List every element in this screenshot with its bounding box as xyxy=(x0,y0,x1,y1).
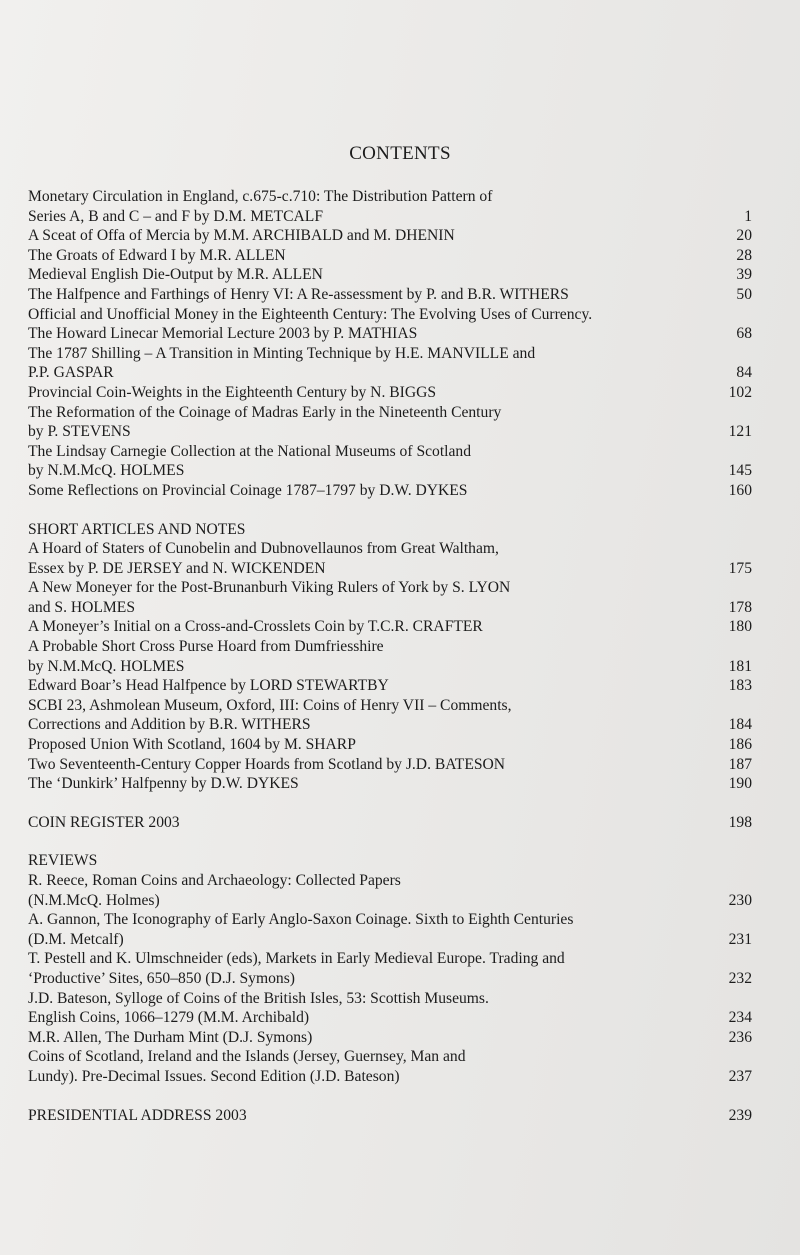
entry-page: 230 xyxy=(728,891,752,909)
entry-page: 20 xyxy=(736,227,752,245)
entry-title xyxy=(28,187,712,226)
toc-entry xyxy=(28,403,752,442)
entry-page: 187 xyxy=(728,755,752,773)
entry-line: Some Reflections on Provincial Coinage 1787–1797 by D.W. DYKES xyxy=(28,481,468,499)
entry-line: M.R. Allen, The Durham Mint (D.J. Symons) xyxy=(28,1028,313,1046)
entry-page: 39 xyxy=(736,266,752,284)
entry-title xyxy=(28,989,712,1028)
toc-entry xyxy=(28,305,752,344)
toc-entry xyxy=(28,383,752,403)
entry-page: 50 xyxy=(736,285,752,303)
toc-entry xyxy=(28,735,752,755)
entry-page: 28 xyxy=(736,246,752,264)
entry-title xyxy=(28,226,712,246)
entry-page: 84 xyxy=(736,364,752,382)
articles-list xyxy=(28,187,752,501)
entry-page: 121 xyxy=(728,423,752,441)
entry-title: PRESIDENTIAL ADDRESS 2003 xyxy=(28,1106,247,1124)
entry-line: Official and Unofficial Money in the Eighteenth Century: The Evolving Uses of Currency. xyxy=(28,305,593,323)
entry-line: Proposed Union With Scotland, 1604 by M. SHARP xyxy=(28,736,356,754)
entry-line: Medieval English Die-Output by M.R. ALLEN xyxy=(28,266,323,284)
toc-entry xyxy=(28,481,752,501)
entry-title xyxy=(28,696,712,735)
entry-title xyxy=(28,949,712,988)
toc-entry xyxy=(28,949,752,988)
toc-entry xyxy=(28,910,752,949)
toc-entry xyxy=(28,1047,752,1086)
entry-line: The Halfpence and Farthings of Henry VI: A Re-assessment by P. and B.R. WITHERS xyxy=(28,285,569,303)
entry-title xyxy=(28,344,712,383)
toc-entry xyxy=(28,285,752,305)
entry-line: The 1787 Shilling – A Transition in Minting Technique by H.E. MANVILLE and xyxy=(28,344,536,362)
entry-page: 236 xyxy=(728,1028,752,1046)
toc-entry xyxy=(28,617,752,637)
table-of-contents xyxy=(28,187,752,1125)
entry-page: 234 xyxy=(728,1009,752,1027)
entry-line: A Moneyer’s Initial on a Cross-and-Crosslets Coin by T.C.R. CRAFTER xyxy=(28,618,483,636)
entry-line: by N.M.McQ. HOLMES xyxy=(28,462,185,480)
entry-page: 186 xyxy=(728,736,752,754)
toc-entry xyxy=(28,265,752,285)
entry-line: Two Seventeenth-Century Copper Hoards from Scotland by J.D. BATESON xyxy=(28,755,506,773)
entry-title xyxy=(28,442,712,481)
entry-line: A Probable Short Cross Purse Hoard from Dumfriesshire xyxy=(28,638,384,656)
reviews-list xyxy=(28,871,752,1087)
entry-page: 231 xyxy=(728,930,752,948)
entry-page: 232 xyxy=(728,969,752,987)
entry-line: by N.M.McQ. HOLMES xyxy=(28,657,185,675)
toc-entry xyxy=(28,696,752,735)
entry-page: 237 xyxy=(728,1067,752,1085)
entry-line: Essex by P. DE JERSEY and N. WICKENDEN xyxy=(28,559,326,577)
entry-title xyxy=(28,637,712,676)
toc-entry xyxy=(28,539,752,578)
toc-entry xyxy=(28,989,752,1028)
entry-title xyxy=(28,1047,712,1086)
toc-entry xyxy=(28,344,752,383)
entry-line: Edward Boar’s Head Halfpence by LORD STEWARTBY xyxy=(28,677,389,695)
entry-page: 178 xyxy=(728,598,752,616)
entry-title xyxy=(28,305,712,344)
entry-page: 1 xyxy=(744,207,752,225)
entry-line: The Howard Linecar Memorial Lecture 2003 by P. MATHIAS xyxy=(28,325,418,343)
entry-page: 180 xyxy=(728,618,752,636)
entry-title xyxy=(28,676,712,696)
entry-line: (D.M. Metcalf) xyxy=(28,930,124,948)
entry-title xyxy=(28,403,712,442)
short-articles-heading: SHORT ARTICLES AND NOTES xyxy=(28,520,246,538)
entry-line: T. Pestell and K. Ulmschneider (eds), Markets in Early Medieval Europe. Trading and xyxy=(28,950,565,968)
entry-line: and S. HOLMES xyxy=(28,598,135,616)
entry-line: A Hoard of Staters of Cunobelin and Dubnovellaunos from Great Waltham, xyxy=(28,540,499,558)
toc-entry xyxy=(28,246,752,266)
entry-line: A. Gannon, The Iconography of Early Anglo-Saxon Coinage. Sixth to Eighth Centuries xyxy=(28,911,574,929)
entry-title xyxy=(28,481,712,501)
entry-line: J.D. Bateson, Sylloge of Coins of the British Isles, 53: Scottish Museums. xyxy=(28,989,489,1007)
entry-title xyxy=(28,755,712,775)
entry-title xyxy=(28,1028,712,1048)
entry-title xyxy=(28,871,712,910)
entry-line: The Groats of Edward I by M.R. ALLEN xyxy=(28,246,286,264)
entry-page: 190 xyxy=(728,775,752,793)
entry-title xyxy=(28,539,712,578)
entry-page: 181 xyxy=(728,657,752,675)
entry-title xyxy=(28,617,712,637)
toc-entry xyxy=(28,755,752,775)
entry-line: by P. STEVENS xyxy=(28,423,131,441)
contents-heading: CONTENTS xyxy=(349,143,451,164)
reviews-heading: REVIEWS xyxy=(28,852,98,870)
entry-line: (N.M.McQ. Holmes) xyxy=(28,891,160,909)
toc-entry xyxy=(28,1028,752,1048)
entry-title: COIN REGISTER 2003 xyxy=(28,813,180,831)
entry-line: ‘Productive’ Sites, 650–850 (D.J. Symons) xyxy=(28,969,295,987)
entry-page: 184 xyxy=(728,716,752,734)
entry-line: P.P. GASPAR xyxy=(28,364,114,382)
entry-page: 145 xyxy=(728,462,752,480)
entry-line: Coins of Scotland, Ireland and the Islands (Jersey, Guernsey, Man and xyxy=(28,1048,466,1066)
entry-page: 160 xyxy=(728,481,752,499)
entry-page: 102 xyxy=(728,383,752,401)
entry-title xyxy=(28,246,712,266)
entry-line: A Sceat of Offa of Mercia by M.M. ARCHIBALD and M. DHENIN xyxy=(28,227,455,245)
toc-entry xyxy=(28,226,752,246)
toc-entry xyxy=(28,578,752,617)
toc-entry xyxy=(28,871,752,910)
entry-title xyxy=(28,383,712,403)
toc-entry xyxy=(28,442,752,481)
entry-line: A New Moneyer for the Post-Brunanburh Viking Rulers of York by S. LYON xyxy=(28,579,511,597)
short-articles-list xyxy=(28,539,752,794)
entry-line: The Lindsay Carnegie Collection at the National Museums of Scotland xyxy=(28,442,472,460)
entry-title xyxy=(28,265,712,285)
entry-title xyxy=(28,735,712,755)
entry-line: Provincial Coin-Weights in the Eighteenth Century by N. BIGGS xyxy=(28,383,437,401)
entry-title xyxy=(28,285,712,305)
entry-line: SCBI 23, Ashmolean Museum, Oxford, III: Coins of Henry VII – Comments, xyxy=(28,696,512,714)
entry-line: English Coins, 1066–1279 (M.M. Archibald) xyxy=(28,1009,310,1027)
entry-line: R. Reece, Roman Coins and Archaeology: Collected Papers xyxy=(28,872,401,889)
entry-line: Lundy). Pre-Decimal Issues. Second Edition (J.D. Bateson) xyxy=(28,1067,400,1085)
entry-line: Series A, B and C – and F by D.M. METCALF xyxy=(28,207,323,225)
entry-line: Corrections and Addition by B.R. WITHERS xyxy=(28,716,311,734)
entry-line: Monetary Circulation in England, c.675-c.710: The Distribution Pattern of xyxy=(28,188,493,205)
entry-page: 198 xyxy=(728,813,752,831)
entry-page: 183 xyxy=(728,677,752,695)
toc-entry xyxy=(28,774,752,794)
presidential-address-entry xyxy=(28,1106,752,1126)
entry-title xyxy=(28,774,712,794)
toc-entry xyxy=(28,676,752,696)
toc-entry xyxy=(28,187,752,226)
entry-page: 239 xyxy=(728,1106,752,1124)
entry-title xyxy=(28,578,712,617)
entry-line: The ‘Dunkirk’ Halfpenny by D.W. DYKES xyxy=(28,775,299,793)
entry-line: The Reformation of the Coinage of Madras Early in the Nineteenth Century xyxy=(28,403,502,421)
entry-page: 68 xyxy=(736,325,752,343)
toc-entry xyxy=(28,637,752,676)
entry-title xyxy=(28,910,712,949)
coin-register-entry xyxy=(28,813,752,833)
entry-page: 175 xyxy=(728,559,752,577)
